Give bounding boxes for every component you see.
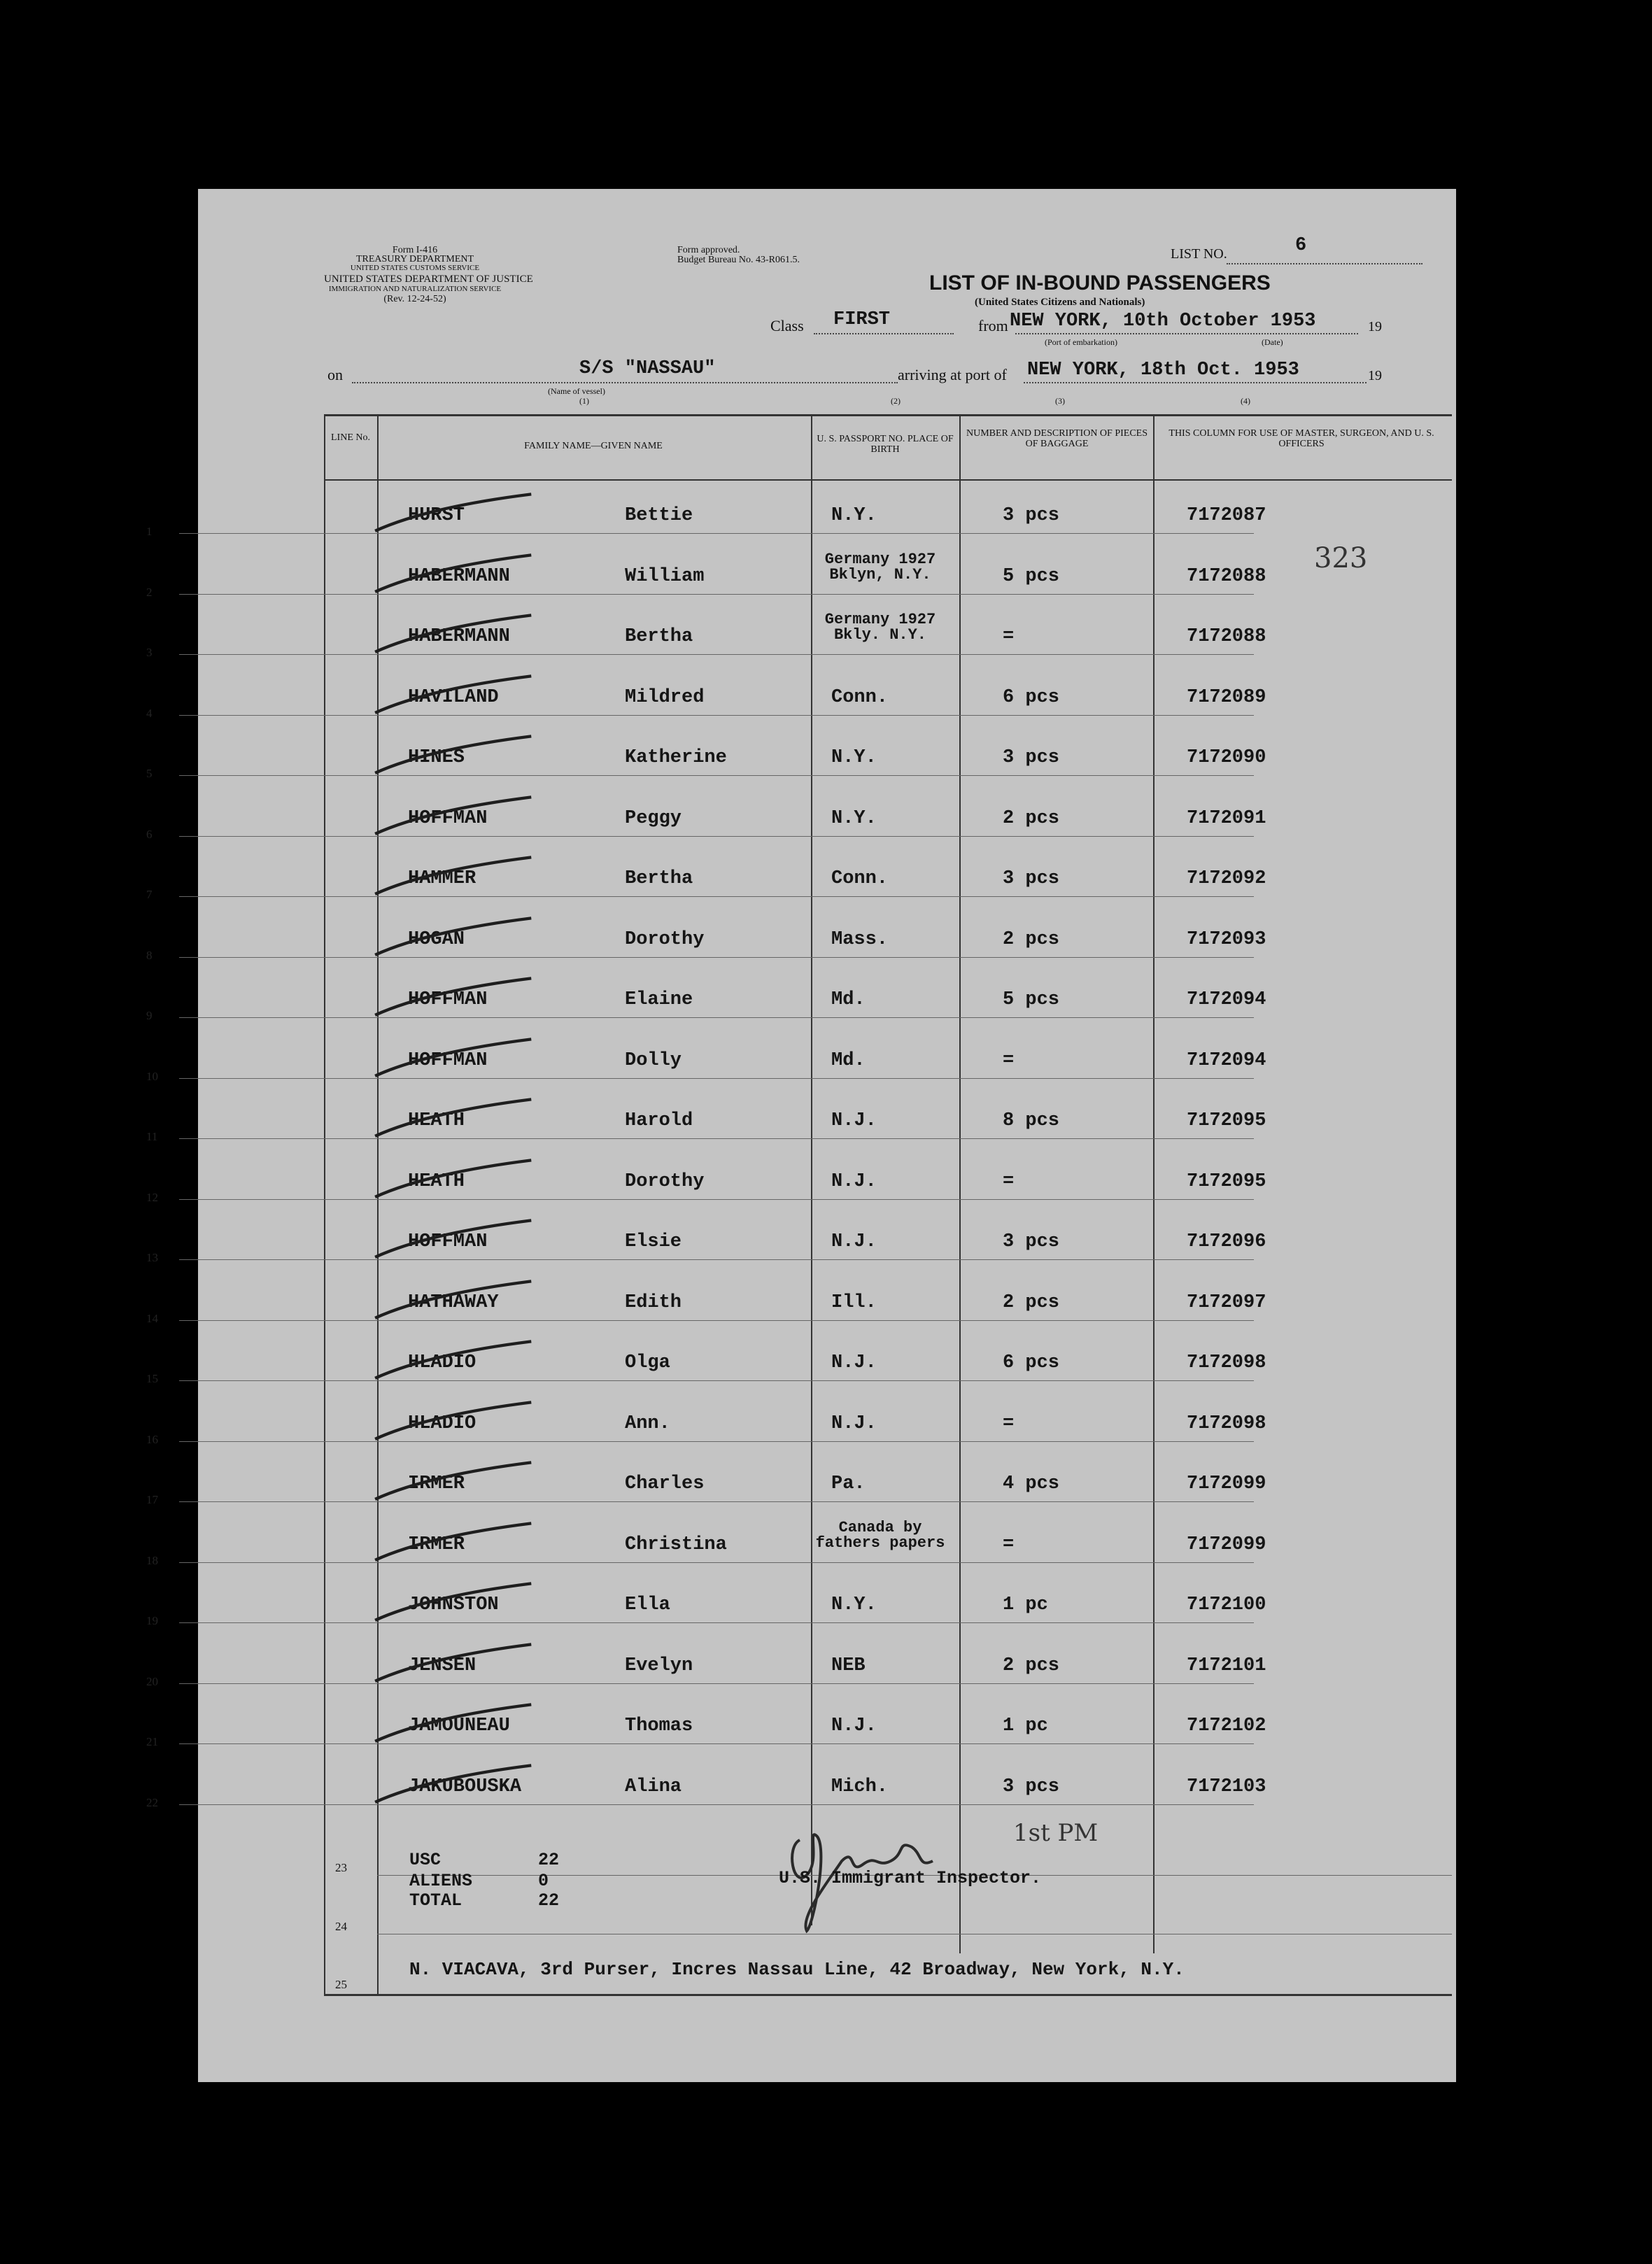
row-rule [179,1562,1254,1563]
check-mark [359,673,569,722]
page-title: LIST OF IN-BOUND PASSENGERS [929,271,1271,295]
line-number: 15 [146,1372,158,1385]
row-rule [179,1320,1254,1321]
place-of-birth: N.J. [831,1352,877,1373]
table-row [146,861,1456,921]
line-number: 16 [146,1432,158,1446]
line-number: 5 [146,767,153,780]
officer-number: 7172102 [1187,1715,1266,1736]
check-mark [359,733,569,782]
line-number: 12 [146,1190,158,1204]
check-mark [359,1459,569,1508]
budget-bureau: Budget Bureau No. 43-R061.5. [677,255,800,265]
line-number: 13 [146,1251,158,1264]
col-header-baggage: NUMBER AND DESCRIPTION OF PIECES OF BAGGAGE [966,428,1148,449]
given-name: Mildred [625,686,705,708]
table-row [146,1466,1456,1527]
row-rule [179,836,1254,837]
given-name: Harold [625,1110,693,1131]
baggage: 6 pcs [1003,1352,1060,1373]
officer-number: 7172088 [1187,626,1266,647]
place-of-birth: N.Y. [831,505,877,526]
given-name: Alina [625,1776,682,1797]
place-of-birth: Md. [831,989,866,1010]
usc-label: USC [409,1850,442,1870]
check-mark [359,1338,569,1387]
officer-number: 7172094 [1187,989,1266,1010]
revision: (Rev. 12-24-52) [383,294,446,304]
row-rule [179,896,1254,897]
given-name: Katherine [625,747,727,768]
inspector-hand-note: 1st PM [1013,1819,1099,1847]
col-header-passport: U. S. PASSPORT NO. PLACE OF BIRTH [817,434,954,455]
family-name: HATHAWAY [408,1292,499,1313]
inspector-title: U.S. Immigrant Inspector. [779,1868,1042,1888]
form-approved: Form approved. [677,245,740,255]
line-number: 6 [146,827,153,841]
baggage: 6 pcs [1003,686,1060,708]
document-page [146,189,1456,2082]
table-row [146,1285,1456,1345]
line-23: 23 [335,1861,347,1874]
row-rule [179,1683,1254,1684]
given-name: Bertha [625,868,693,889]
baggage: 3 pcs [1003,868,1060,889]
table-top-rule [324,414,1452,416]
given-name: Ella [625,1594,670,1615]
baggage: 3 pcs [1003,1231,1060,1252]
given-name: Dorothy [625,1170,705,1192]
line-number: 18 [146,1553,158,1567]
place-of-birth: Mich. [831,1776,889,1797]
officer-number: 7172091 [1187,807,1266,829]
line-number: 14 [146,1311,158,1325]
from-label: from [978,317,1008,334]
row-rule [179,1501,1254,1502]
check-mark [359,975,569,1024]
place-of-birth: Conn. [831,868,889,889]
family-name: HLADIO [408,1413,476,1434]
class-rule [814,333,954,334]
baggage: 1 pc [1003,1715,1048,1736]
vessel-rule [352,382,898,383]
family-name: HABERMANN [408,565,510,587]
baggage: 2 pcs [1003,1292,1060,1313]
check-mark [359,1157,569,1206]
row-rule [179,1138,1254,1139]
check-mark [359,1641,569,1690]
family-name: HOGAN [408,928,465,950]
caption-3: (3) [1055,396,1065,406]
family-name: IRMER [408,1473,465,1494]
line-number: 17 [146,1493,158,1506]
officer-number: 7172098 [1187,1352,1266,1373]
baggage: 3 pcs [1003,505,1060,526]
place-of-birth: Pa. [831,1473,866,1494]
row-rule [179,715,1254,716]
table-row [146,1518,1456,1587]
line-number: 20 [146,1674,158,1688]
place-of-birth: N.J. [831,1413,877,1434]
line-number: 11 [146,1130,158,1143]
line-number: 3 [146,646,153,659]
officer-number: 7172099 [1187,1473,1266,1494]
place-of-birth: N.Y. [831,747,877,768]
officer-number: 7172098 [1187,1413,1266,1434]
place-of-birth: Canada by fathers papers [815,1518,945,1552]
family-name: HINES [408,747,465,768]
arriving-rule [1024,382,1367,383]
check-mark [359,1580,569,1629]
purser-footer: N. VIACAVA, 3rd Purser, Incres Nassau Line, 42 Broadway, New York, N.Y. [409,1959,1185,1980]
line-number: 1 [146,525,153,538]
officer-number: 7172094 [1187,1049,1266,1071]
check-mark [359,1762,569,1811]
place-of-birth: N.J. [831,1170,877,1192]
line-number: 19 [146,1614,158,1627]
family-name: HABERMANN [408,626,510,647]
row-rule [179,1622,1254,1623]
family-name: HEATH [408,1170,465,1192]
given-name: Dolly [625,1049,682,1071]
officer-number: 7172103 [1187,1776,1266,1797]
family-name: HEATH [408,1110,465,1131]
row-rule [179,594,1254,595]
place-of-birth: Conn. [831,686,889,708]
aliens-value: 0 [538,1871,549,1891]
row-rule [179,1199,1254,1200]
row-rule [179,1078,1254,1079]
place-of-birth: Germany 1927 Bklyn, N.Y. [824,550,936,583]
line-number: 22 [146,1795,158,1809]
given-name: Charles [625,1473,705,1494]
check-mark [359,854,569,903]
table-row [146,1224,1456,1285]
place-of-birth: Md. [831,1049,866,1071]
check-mark [359,915,569,964]
table-row [146,1587,1456,1648]
officer-number: 7172088 [1187,565,1266,587]
from-rule [1015,333,1358,334]
on-label: on [327,366,343,383]
table-row [146,982,1456,1042]
line-number: 10 [146,1069,158,1083]
check-mark [359,491,569,540]
baggage: 5 pcs [1003,565,1060,587]
officer-number: 7172096 [1187,1231,1266,1252]
given-name: Elsie [625,1231,682,1252]
officer-number: 7172101 [1187,1655,1266,1676]
place-of-birth: N.J. [831,1715,877,1736]
date-caption: (Date) [1262,337,1283,347]
col-header-name: FAMILY NAME—GIVEN NAME [524,441,663,451]
table-row [146,740,1456,800]
place-of-birth: Mass. [831,928,889,950]
officer-number: 7172100 [1187,1594,1266,1615]
place-of-birth: N.J. [831,1231,877,1252]
baggage: 8 pcs [1003,1110,1060,1131]
given-name: Elaine [625,989,693,1010]
baggage: 5 pcs [1003,989,1060,1010]
officer-number: 7172095 [1187,1170,1266,1192]
baggage: 1 pc [1003,1594,1048,1615]
given-name: William [625,565,705,587]
check-mark [359,612,569,661]
baggage: = [1003,1170,1015,1192]
total-label: TOTAL [409,1890,463,1911]
baggage: 4 pcs [1003,1473,1060,1494]
baggage: 2 pcs [1003,1655,1060,1676]
table-row [146,498,1456,558]
given-name: Dorothy [625,928,705,950]
table-row [146,922,1456,982]
line-24: 24 [335,1920,347,1933]
row-rule [179,1380,1254,1381]
table-row [146,1708,1456,1769]
given-name: Bertha [625,626,693,647]
year-suffix: 19 [1368,319,1382,334]
table-bottom-rule [324,1994,1452,1996]
officer-number: 7172095 [1187,1110,1266,1131]
family-name: JOHNSTON [408,1594,499,1615]
baggage: = [1003,1049,1015,1071]
table-row [146,1406,1456,1466]
given-name: Bettie [625,505,693,526]
officer-number: 7172093 [1187,928,1266,950]
officer-number: 7172089 [1187,686,1266,708]
given-name: Thomas [625,1715,693,1736]
customs-service: UNITED STATES CUSTOMS SERVICE [350,264,480,272]
family-name: HOFFMAN [408,1049,488,1071]
list-no-value: 6 [1295,235,1307,256]
family-name: JAMOUNEAU [408,1715,510,1736]
vessel-caption: (Name of vessel) [548,386,605,396]
table-row [146,1043,1456,1103]
row-rule [179,1804,1254,1805]
table-row [146,1103,1456,1163]
table-row [146,680,1456,740]
family-name: HOFFMAN [408,807,488,829]
table-row [146,611,1456,679]
arriving-value: NEW YORK, 18th Oct. 1953 [1027,360,1299,381]
list-no-rule [1227,263,1422,264]
arriving-label: arriving at port of [898,366,1007,383]
line-25: 25 [335,1978,347,1991]
check-mark [359,1701,569,1750]
caption-4: (4) [1241,396,1250,406]
baggage: 2 pcs [1003,807,1060,829]
check-mark [359,1036,569,1085]
family-name: HLADIO [408,1352,476,1373]
given-name: Olga [625,1352,670,1373]
check-mark [359,1217,569,1266]
family-name: HOFFMAN [408,1231,488,1252]
treasury-dept: TREASURY DEPARTMENT [355,254,474,264]
line-number: 9 [146,1009,153,1022]
baggage: 2 pcs [1003,928,1060,950]
row-rule [179,957,1254,958]
header-bottom-rule [324,479,1452,481]
baggage: 3 pcs [1003,1776,1060,1797]
check-mark [359,1096,569,1145]
check-mark [359,1399,569,1448]
ins-service: IMMIGRATION AND NATURALIZATION SERVICE [328,285,502,293]
form-number: Form I-416 [392,245,438,255]
table-row [146,801,1456,861]
total-value: 22 [538,1890,560,1911]
col-header-officers: THIS COLUMN FOR USE OF MASTER, SURGEON, AND U. S. OFFICERS [1169,428,1434,449]
check-mark [359,1278,569,1327]
line-number: 2 [146,585,153,599]
caption-1: (1) [579,396,589,406]
family-name: HAMMER [408,868,476,889]
officer-number: 7172087 [1187,505,1266,526]
officer-number: 7172090 [1187,747,1266,768]
class-label: Class [770,317,804,334]
place-of-birth: Germany 1927 Bkly. N.Y. [824,611,936,644]
given-name: Ann. [625,1413,670,1434]
baggage: = [1003,626,1015,647]
caption-2: (2) [891,396,901,406]
given-name: Christina [625,1534,727,1555]
baggage: = [1003,1534,1015,1555]
place-of-birth: N.Y. [831,1594,877,1615]
family-name: HAVILAND [408,686,499,708]
page-subtitle: (United States Citizens and Nationals) [975,297,1145,308]
place-of-birth: Ill. [831,1292,877,1313]
family-name: HOFFMAN [408,989,488,1010]
row-rule [179,1017,1254,1018]
list-no-label: LIST NO. [1171,246,1227,262]
line-number: 21 [146,1735,158,1748]
line-number: 4 [146,706,153,720]
family-name: IRMER [408,1534,465,1555]
check-mark [359,1520,569,1569]
page-number-annotation: 323 [1314,542,1368,574]
port-embark-caption: (Port of embarkation) [1045,337,1117,347]
row-rule [179,1743,1254,1744]
check-mark [359,552,569,601]
row-rule [179,775,1254,776]
family-name: JENSEN [408,1655,476,1676]
table-row [146,1164,1456,1224]
aliens-label: ALIENS [409,1871,473,1891]
from-value: NEW YORK, 10th October 1953 [1010,311,1316,332]
row-rule [179,654,1254,655]
table-row [146,1648,1456,1708]
family-name: HURST [408,505,465,526]
place-of-birth: N.Y. [831,807,877,829]
row-rule [179,533,1254,534]
officer-number: 7172092 [1187,868,1266,889]
baggage: = [1003,1413,1015,1434]
place-of-birth: NEB [831,1655,866,1676]
officer-number: 7172099 [1187,1534,1266,1555]
given-name: Edith [625,1292,682,1313]
given-name: Evelyn [625,1655,693,1676]
year-suffix-2: 19 [1368,368,1382,383]
family-name: JAKUBOUSKA [408,1776,522,1797]
table-row [146,1345,1456,1406]
line-number: 8 [146,948,153,962]
officer-number: 7172097 [1187,1292,1266,1313]
col-header-line: LINE No. [331,432,370,443]
vessel-name: S/S "NASSAU" [579,358,716,379]
line-number: 7 [146,888,153,901]
row-rule [179,1441,1254,1442]
baggage: 3 pcs [1003,747,1060,768]
row-rule [179,1259,1254,1260]
given-name: Peggy [625,807,682,829]
place-of-birth: N.J. [831,1110,877,1131]
usc-value: 22 [538,1850,560,1870]
class-value: FIRST [833,309,891,330]
check-mark [359,794,569,843]
justice-dept: UNITED STATES DEPARTMENT OF JUSTICE [324,274,533,285]
